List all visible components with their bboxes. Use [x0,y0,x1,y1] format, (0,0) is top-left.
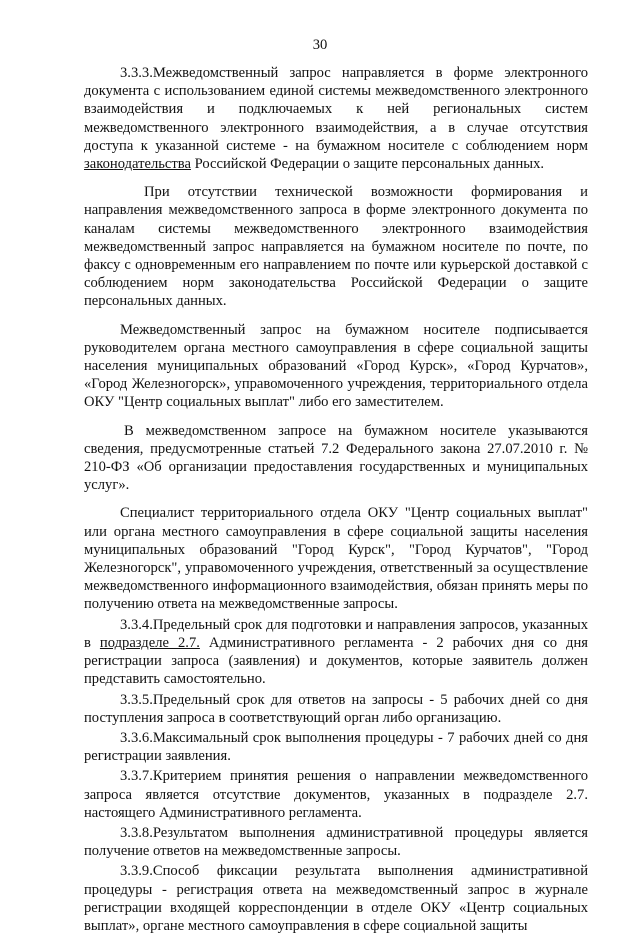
paragraph-text: 3.3.9.Способ фиксации результата выполнения административной процедуры - регистрация ответа на межведомственный запрос в журнале регистрации входящей корреспонденции в отделе ОКУ «Центр социальных выплат», органе местного самоуправления в сфере социальной защиты [84,863,588,934]
paragraph-text: Российской Федерации о защите персональных данных. [190,156,545,173]
underlined-reference: законодательства [84,156,191,173]
paragraph [84,504,588,613]
paragraph-text: Межведомственный запрос на бумажном носителе подписывается руководителем органа местного самоуправления в сфере социальной защиты населения муниципальных образований «Город Курск», «Город Курчатов», «Город Железногорск», управомоченного учреждения, территориального отдела ОКУ "Центр социальных выплат" либо его заместителем. [84,321,588,411]
paragraph [84,616,588,689]
paragraph [84,691,588,727]
paragraph-text: 3.3.8.Результатом выполнения административной процедуры является получение ответов на межведомственные запросы. [84,824,588,860]
paragraph-text: 3.3.3.Межведомственный запрос направляется в форме электронного документа с использованием единой системы межведомственного электронного взаимодействия и подключаемых к ней региональных систем межведомственного электронного взаимодействия, а в случае отсутствия доступа к указанной системе - на бумажном носителе с соблюдением норм [84,65,588,154]
paragraph [84,422,588,495]
paragraph-text: 3.3.5.Предельный срок для ответов на запросы - 5 рабочих дней со дня поступления запроса в соответствующий орган либо организацию. [84,691,588,726]
paragraph [84,321,588,412]
paragraph [84,824,588,860]
paragraph-text: При отсутствии технической возможности формирования и направления межведомственного запроса в форме электронного документа по каналам системы межведомственного электронного взаимодействия межведомственный запрос направляется на бумажном носителе по почте, по факсу с одновременным его направлением по почте или курьерской доставкой с соблюдением норм законодательства Российской Федерации о защите персональных данных. [84,184,588,310]
paragraph-text: Административного регламента - 2 рабочих дня со дня регистрации запроса (заявления) и документов, которые заявитель должен представить самостоятельно. [84,634,588,688]
paragraph [84,729,588,765]
paragraph-text: Специалист территориального отдела ОКУ "Центр социальных выплат" или органа местного самоуправления в сфере социальной защиты населения муниципальных образований "Город Курск", "Город Курчатов", "Город Железногорск", управомоченного учреждения, ответственный за осуществление межведомственного информационного взаимодействия, обязан принять меры по получению ответа на межведомственные запросы. [84,505,588,613]
page-number: 30 [312,37,328,53]
paragraph [84,183,588,310]
paragraph [84,64,588,173]
paragraph-text: 3.3.7.Критерием принятия решения о направлении межведомственного запроса является отсутствие документов, указанных в подразделе 2.7. настоящего Административного регламента. [84,768,588,821]
paragraph [84,767,588,822]
paragraph-text: В межведомственном запросе на бумажном носителе указываются сведения, предусмотренные статьей 7.2 Федерального закона 27.07.2010 г. № 210-ФЗ «Об организации предоставления государственных и муниципальных услуг». [84,422,588,494]
paragraph [84,862,588,935]
underlined-reference: подразделе 2.7. [99,634,200,651]
document-body [84,64,588,935]
paragraph-text: 3.3.6.Максимальный срок выполнения процедуры - 7 рабочих дней со дня регистрации заявления. [84,729,588,765]
paragraph-text: 3.3.4.Предельный срок для подготовки и направления запросов, указанных в [84,616,588,651]
